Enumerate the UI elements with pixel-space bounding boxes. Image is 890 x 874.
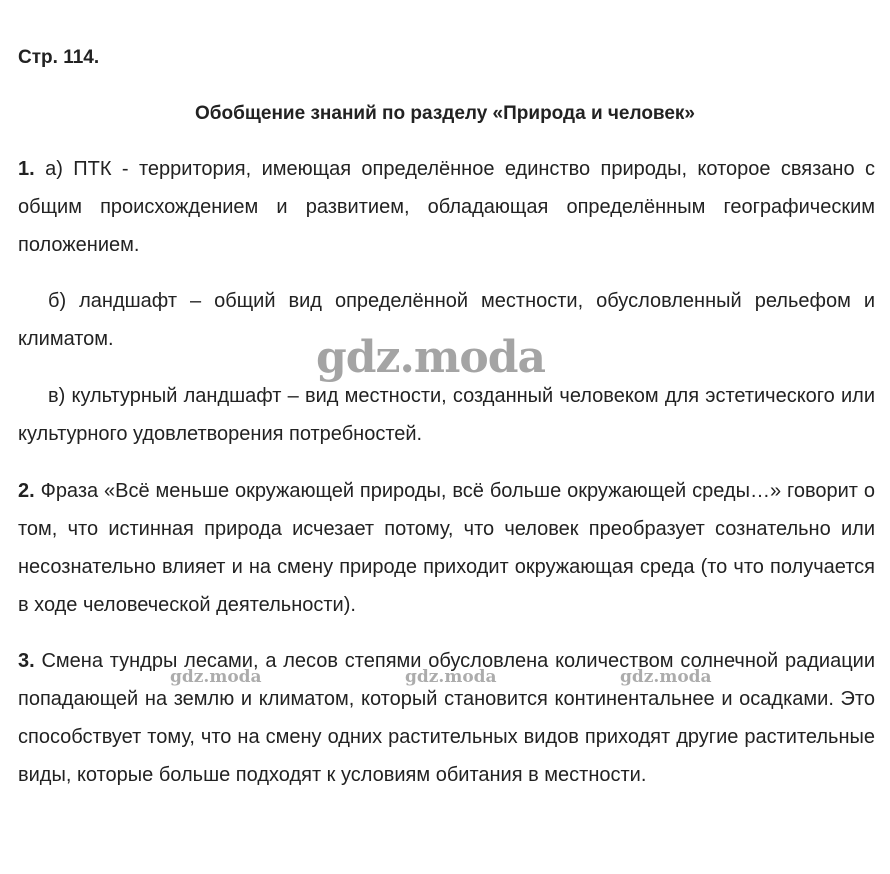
answer-text: в) культурный ландшафт – вид местности, созданный человеком для эстетического или культурного удовлетворения потребностей. bbox=[18, 385, 875, 445]
answer-1b bbox=[18, 282, 875, 358]
answer-3 bbox=[18, 642, 875, 794]
answer-text: а) ПТК - территория, имеющая определённое единство природы, которое связано с общим происхождением и развитием, обладающая определённым географическим положением. bbox=[18, 158, 875, 256]
answer-1a bbox=[18, 150, 875, 264]
answer-2 bbox=[18, 472, 875, 624]
section-title: Обобщение знаний по разделу «Природа и человек» bbox=[195, 103, 695, 124]
answer-text: б) ландшафт – общий вид определённой местности, обусловленный рельефом и климатом. bbox=[18, 290, 875, 350]
answer-number: 3. bbox=[18, 650, 35, 672]
answer-number: 2. bbox=[18, 480, 35, 502]
page-number-header: Стр. 114. bbox=[18, 47, 100, 68]
answer-text: Фраза «Всё меньше окружающей природы, всё больше окружающей среды…» говорит о том, что истинная природа исчезает потому, что человек преобразует сознательно или несознательно влияет и на смену природе приходит окружающая среда (то что получается в ходе человеческой деятельности). bbox=[18, 480, 875, 616]
answer-text: Смена тундры лесами, а лесов степями обусловлена количеством солнечной радиации попадающей на землю и климатом, который становится континентальнее и осадками. Это способствует тому, что на смену одних растительных видов приходят другие растительные виды, которые больше подходят к условиям обитания в местности. bbox=[18, 650, 875, 786]
watermark-small-1: gdz.moda bbox=[170, 667, 262, 687]
answer-1c bbox=[18, 377, 875, 453]
watermark-main: gdz.moda bbox=[316, 332, 546, 383]
answer-number: 1. bbox=[18, 158, 35, 180]
watermark-small-3: gdz.moda bbox=[620, 667, 712, 687]
watermark-small-2: gdz.moda bbox=[405, 667, 497, 687]
